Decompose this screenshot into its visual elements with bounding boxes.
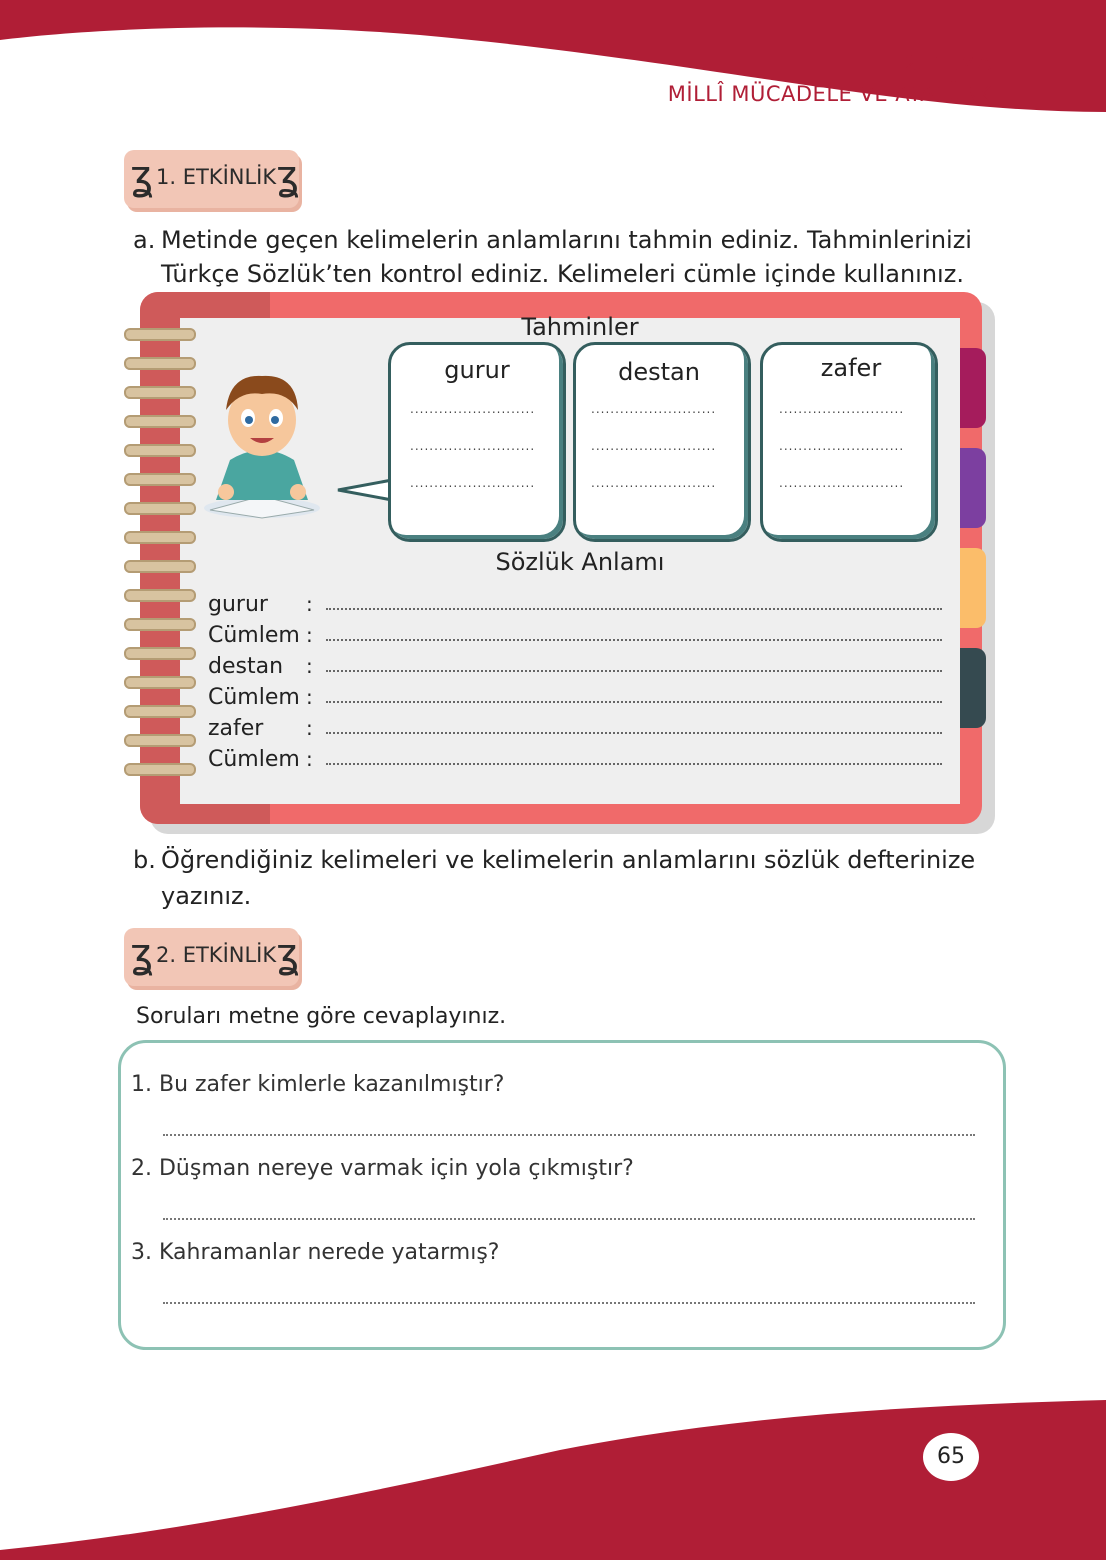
page-number: 65 (920, 1430, 982, 1484)
dict-answer-line[interactable] (326, 732, 942, 734)
dict-colon: : (306, 716, 313, 740)
sozluk-title: Sözlük Anlamı (495, 548, 665, 576)
notebook-tab (960, 448, 986, 528)
dict-label: Cümlem (208, 747, 300, 772)
activity2-instruction: Soruları metne göre cevaplayınız. (136, 1004, 507, 1029)
question-3: 3. Kahramanlar nerede yatarmış? (131, 1240, 500, 1265)
guess-word: destan (618, 358, 700, 386)
dict-label: gurur (208, 592, 268, 617)
guess-line[interactable]: .......................... (410, 476, 536, 490)
dict-colon: : (306, 654, 313, 678)
spiral-ring (124, 734, 196, 747)
instruction-a-line1: Metinde geçen kelimelerin anlamlarını tahmin ediniz. Tahminlerinizi (161, 226, 972, 254)
activity2-tag: ʓ 2. ETKİNLİK ʓ (124, 928, 299, 986)
answer-line-2[interactable] (163, 1218, 975, 1220)
dict-colon: : (306, 747, 313, 771)
instruction-b-line2: yazınız. (161, 882, 252, 910)
spiral-ring (124, 415, 196, 428)
dict-colon: : (306, 685, 313, 709)
guess-line[interactable]: .......................... (591, 439, 717, 453)
spiral-ring (124, 589, 196, 602)
answer-line-3[interactable] (163, 1302, 975, 1304)
notebook-tab (960, 348, 986, 428)
guess-line[interactable]: .......................... (779, 402, 905, 416)
spiral-ring (124, 328, 196, 341)
dict-label: Cümlem (208, 685, 300, 710)
question-1: 1. Bu zafer kimlerle kazanılmıştır? (131, 1072, 505, 1097)
boy-writing-illustration (200, 360, 325, 520)
instruction-b-marker: b. (133, 846, 156, 874)
dict-answer-line[interactable] (326, 763, 942, 765)
guess-line[interactable]: .......................... (410, 439, 536, 453)
guess-line[interactable]: .......................... (779, 439, 905, 453)
spiral-ring (124, 357, 196, 370)
activity2-tag-label: 2. ETKİNLİK (156, 943, 277, 967)
theme-title: MİLLÎ MÜCADELE VE ATATÜRK (667, 82, 992, 106)
guess-line[interactable]: .......................... (779, 476, 905, 490)
dict-answer-line[interactable] (326, 608, 942, 610)
guess-word: gurur (444, 356, 510, 384)
question-2: 2. Düşman nereye varmak için yola çıkmıştır? (131, 1156, 634, 1181)
answer-line-1[interactable] (163, 1134, 975, 1136)
theme-number: 2. TEMA (903, 52, 992, 76)
spiral-ring (124, 647, 196, 660)
dict-answer-line[interactable] (326, 670, 942, 672)
speech-pointer (336, 478, 396, 508)
dict-label: destan (208, 654, 284, 679)
spiral-ring (124, 473, 196, 486)
dict-label: zafer (208, 716, 264, 741)
spiral-ring (124, 618, 196, 631)
tahminler-title: Tahminler (521, 313, 639, 341)
notebook-tab (960, 548, 986, 628)
instruction-b-line1: Öğrendiğiniz kelimeleri ve kelimelerin anlamlarını sözlük defterinize (161, 846, 976, 874)
guess-line[interactable]: .......................... (591, 402, 717, 416)
guess-line[interactable]: .......................... (410, 402, 536, 416)
dict-answer-line[interactable] (326, 639, 942, 641)
notebook-tab (960, 648, 986, 728)
dict-colon: : (306, 592, 313, 616)
spiral-ring (124, 763, 196, 776)
spiral-ring (124, 560, 196, 573)
guess-line[interactable]: .......................... (591, 476, 717, 490)
guess-word: zafer (820, 354, 882, 382)
instruction-a-marker: a. (133, 226, 156, 254)
instruction-a-line2: Türkçe Sözlük’ten kontrol ediniz. Kelimeleri cümle içinde kullanınız. (161, 260, 964, 288)
dict-colon: : (306, 623, 313, 647)
spiral-ring (124, 502, 196, 515)
spiral-ring (124, 444, 196, 457)
dict-label: Cümlem (208, 623, 300, 648)
spiral-ring (124, 705, 196, 718)
spiral-ring (124, 386, 196, 399)
dict-answer-line[interactable] (326, 701, 942, 703)
activity1-tag-label: 1. ETKİNLİK (156, 165, 277, 189)
activity1-tag: ʓ 1. ETKİNLİK ʓ (124, 150, 299, 208)
spiral-ring (124, 676, 196, 689)
spiral-ring (124, 531, 196, 544)
